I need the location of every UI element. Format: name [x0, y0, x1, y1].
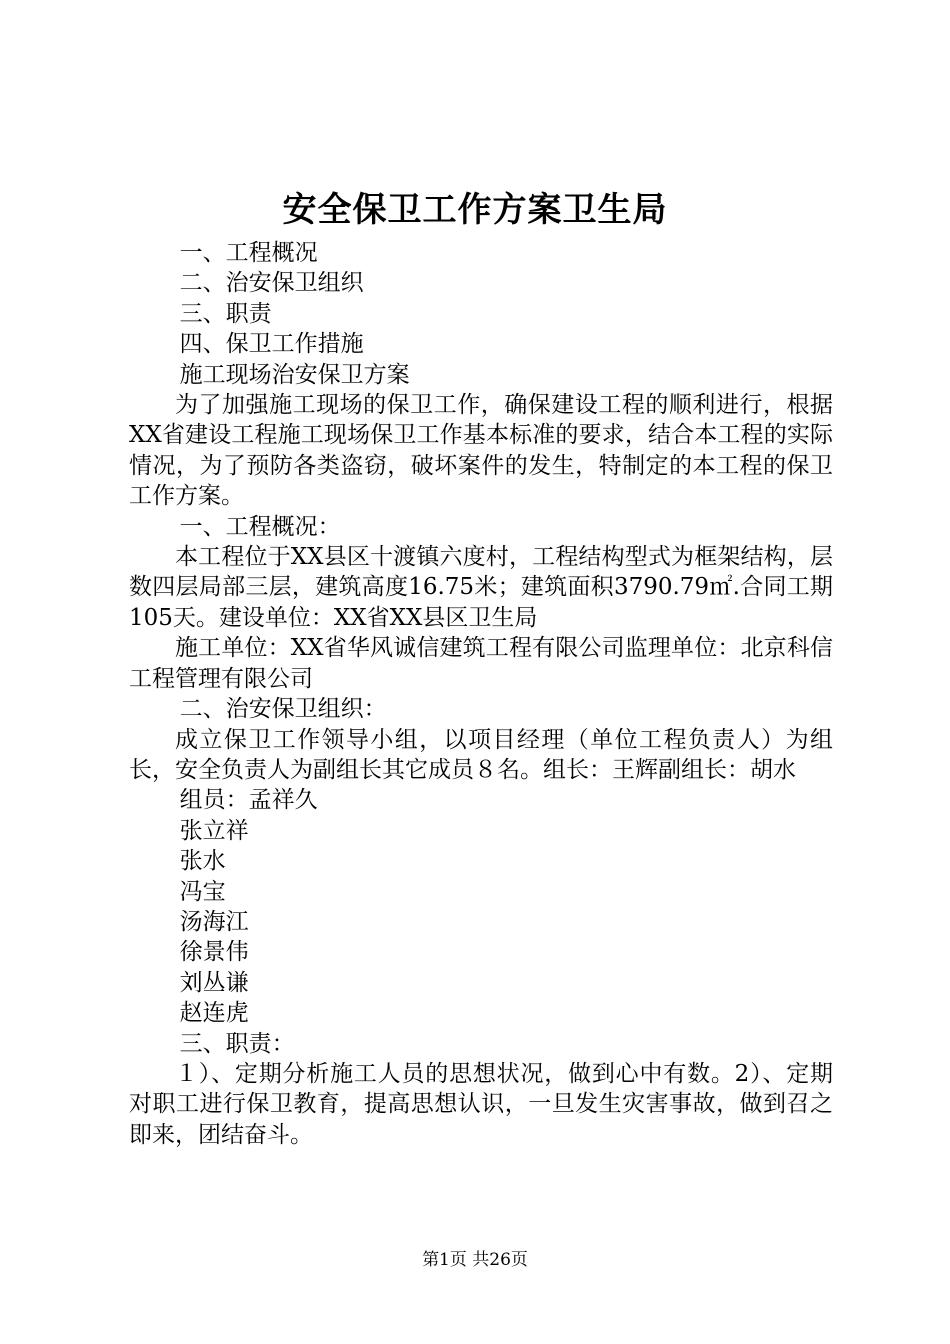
page-footer: 第1页 共26页	[422, 1250, 528, 1270]
document-body	[129, 238, 833, 1150]
paragraph: 施工单位：XX省华风诚信建筑工程有限公司监理单位：北京科信工程管理有限公司	[129, 635, 833, 692]
member-item: 徐景伟	[179, 939, 249, 966]
paragraph: １）、定期分析施工人员的思想状况，做到心中有数。2）、定期对职工进行保卫教育，提高思想认识，一旦发生灾害事故，做到召之即来，团结奋斗。	[129, 1060, 833, 1148]
member-item: 张立祥	[179, 817, 249, 844]
document-title: 安全保卫工作方案卫生局	[282, 190, 668, 230]
toc-item: 一、工程概况	[179, 240, 318, 266]
toc-item: 三、职责	[179, 300, 272, 327]
toc-item: 二、治安保卫组织	[179, 270, 364, 297]
paragraph: 本工程位于XX县区十渡镇六度村，工程结构型式为框架结构，层数四层局部三层，建筑高度16.75米；建筑面积3790.79㎡.合同工期105天。建设单位：XX省XX县区卫生局	[129, 544, 833, 631]
section-heading: 一、工程概况：	[179, 513, 341, 540]
paragraph: 成立保卫工作领导小组，以项目经理（单位工程负责人）为组长，安全负责人为副组长其它成员８名。组长：王辉副组长：胡水	[129, 726, 833, 783]
section-heading: 三、职责：	[179, 1030, 295, 1057]
member-item: 组员：孟祥久	[179, 787, 318, 814]
member-item: 冯宝	[179, 878, 226, 905]
section-heading: 二、治安保卫组织：	[179, 696, 387, 723]
member-item: 刘丛谦	[179, 969, 249, 996]
section-heading: 施工现场治安保卫方案	[179, 361, 410, 388]
member-item: 张水	[179, 848, 226, 875]
paragraph: 为了加强施工现场的保卫工作，确保建设工程的顺利进行，根据XX省建设工程施工现场保卫工作基本标准的要求，结合本工程的实际情况，为了预防各类盗窃，破坏案件的发生，特制定的本工程的保卫工作方案。	[129, 392, 833, 510]
member-item: 赵连虎	[179, 1000, 249, 1027]
member-item: 汤海江	[179, 908, 249, 935]
toc-item: 四、保卫工作措施	[179, 331, 364, 358]
